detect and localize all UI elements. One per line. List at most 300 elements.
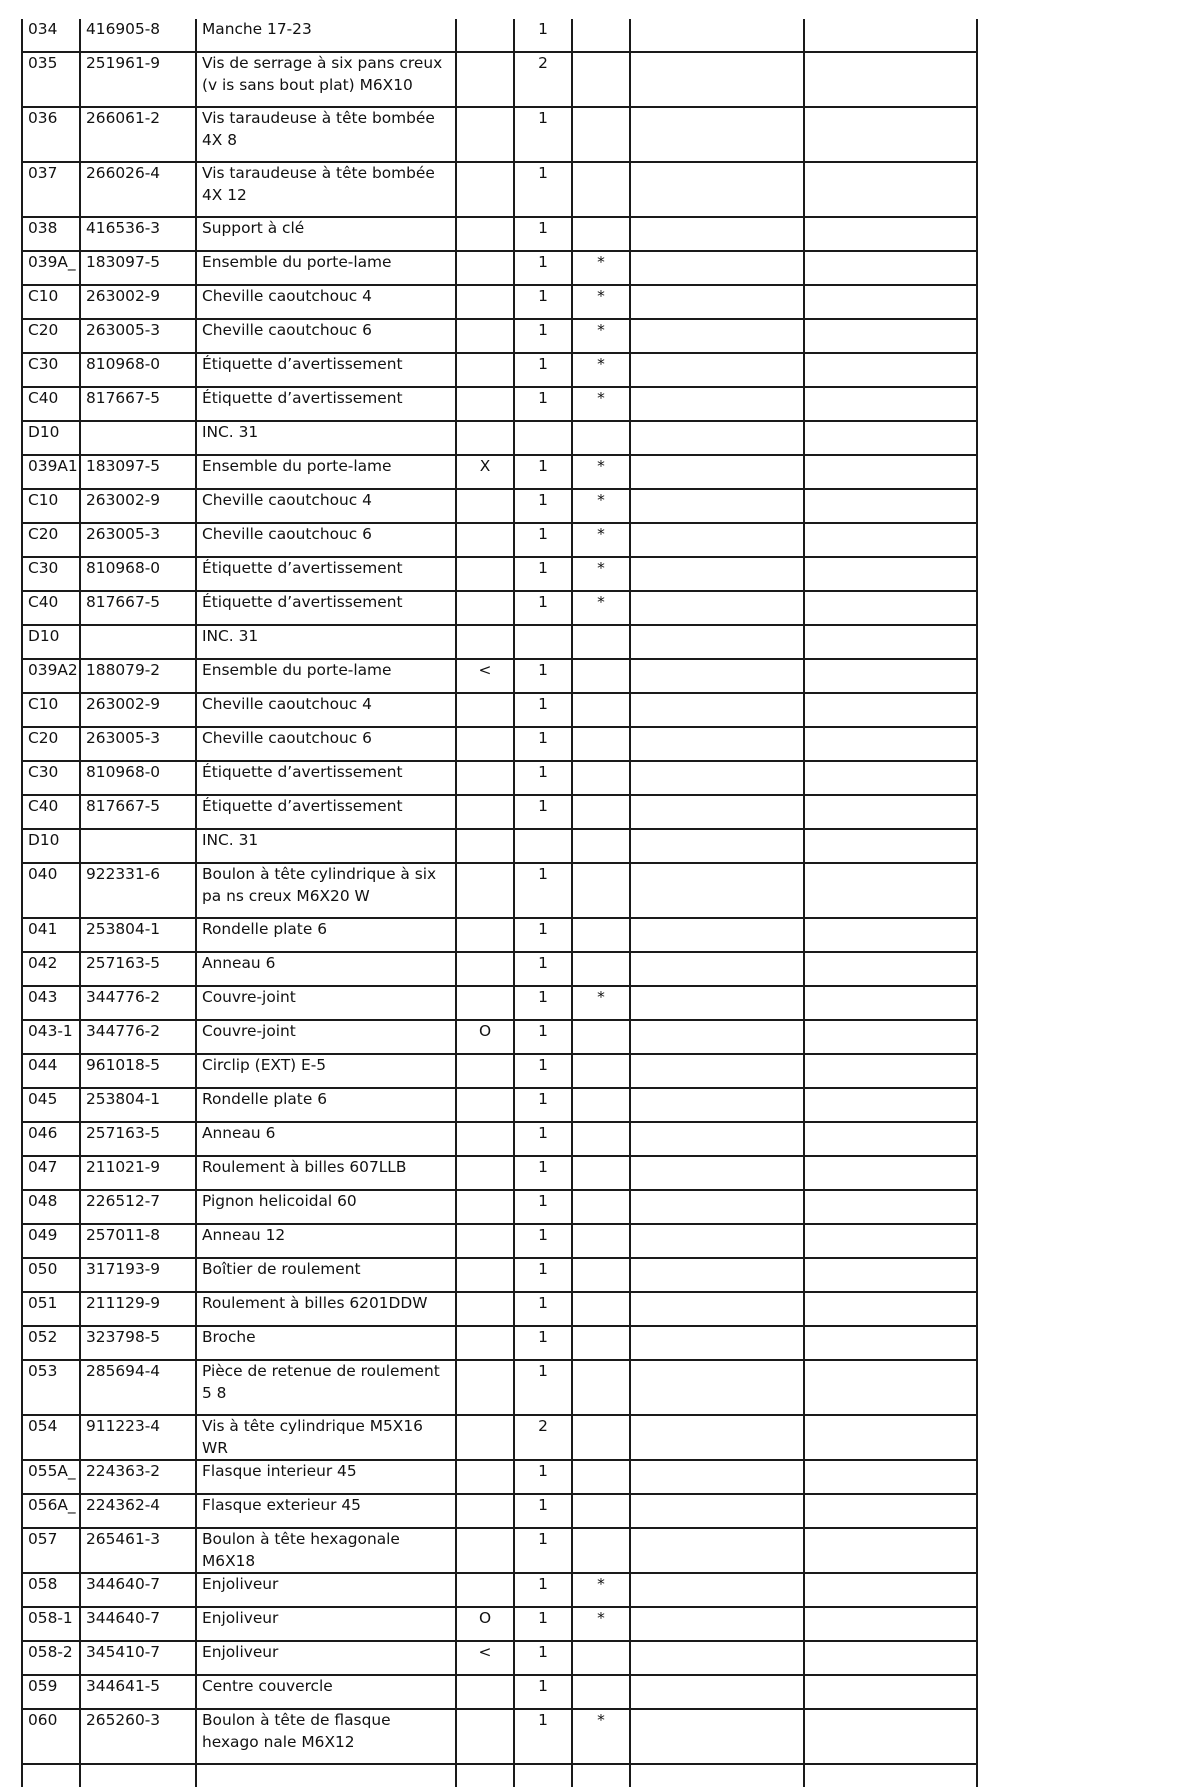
- item-number-cell: 054: [22, 1415, 80, 1460]
- empty-cell: [196, 1764, 456, 1787]
- model-flag-cell: [456, 489, 514, 523]
- note-mark-cell: [572, 1641, 630, 1675]
- note-mark-cell: [572, 1460, 630, 1494]
- item-number-cell: 041: [22, 918, 80, 952]
- blank-column-1-cell: [630, 591, 804, 625]
- blank-column-2-cell: [804, 19, 977, 52]
- part-number-cell: 317193-9: [80, 1258, 196, 1292]
- note-mark-cell: [572, 52, 630, 107]
- quantity-cell: 1: [514, 1360, 572, 1415]
- blank-column-2-cell: [804, 1460, 977, 1494]
- blank-column-2-cell: [804, 1054, 977, 1088]
- blank-column-1-cell: [630, 795, 804, 829]
- description-cell: Roulement à billes 607LLB: [196, 1156, 456, 1190]
- item-number-cell: 057: [22, 1528, 80, 1573]
- blank-column-1-cell: [630, 952, 804, 986]
- blank-column-1-cell: [630, 217, 804, 251]
- model-flag-cell: [456, 285, 514, 319]
- description-cell: Vis de serrage à six pans creux (v is sans bout plat) M6X10: [196, 52, 456, 107]
- blank-column-1-cell: [630, 1607, 804, 1641]
- table-row: [22, 1054, 977, 1088]
- note-mark-cell: [572, 727, 630, 761]
- blank-column-2-cell: [804, 761, 977, 795]
- item-number-cell: D10: [22, 421, 80, 455]
- description-cell: Enjoliveur: [196, 1573, 456, 1607]
- description-cell: Anneau 6: [196, 1122, 456, 1156]
- item-number-cell: 040: [22, 863, 80, 918]
- empty-cell: [456, 1764, 514, 1787]
- part-number-cell: 211129-9: [80, 1292, 196, 1326]
- part-number-cell: 344641-5: [80, 1675, 196, 1709]
- quantity-cell: 1: [514, 591, 572, 625]
- blank-column-2-cell: [804, 625, 977, 659]
- empty-cell: [22, 1764, 80, 1787]
- item-number-cell: 049: [22, 1224, 80, 1258]
- blank-column-2-cell: [804, 107, 977, 162]
- blank-column-2-cell: [804, 319, 977, 353]
- description-cell: Étiquette d’avertissement: [196, 557, 456, 591]
- part-number-cell: 344776-2: [80, 1020, 196, 1054]
- table-row: [22, 1258, 977, 1292]
- note-mark-cell: [572, 1326, 630, 1360]
- model-flag-cell: [456, 107, 514, 162]
- part-number-cell: 810968-0: [80, 557, 196, 591]
- table-row: [22, 52, 977, 107]
- part-number-cell: 251961-9: [80, 52, 196, 107]
- blank-column-1-cell: [630, 107, 804, 162]
- table-row: [22, 1292, 977, 1326]
- note-mark-cell: [572, 19, 630, 52]
- table-row: [22, 523, 977, 557]
- part-number-cell: 257163-5: [80, 1122, 196, 1156]
- description-cell: Boîtier de roulement: [196, 1258, 456, 1292]
- quantity-cell: 1: [514, 693, 572, 727]
- note-mark-cell: *: [572, 489, 630, 523]
- note-mark-cell: *: [572, 523, 630, 557]
- blank-column-1-cell: [630, 1292, 804, 1326]
- table-row: [22, 1573, 977, 1607]
- model-flag-cell: [456, 829, 514, 863]
- note-mark-cell: [572, 625, 630, 659]
- table-row: [22, 1190, 977, 1224]
- note-mark-cell: *: [572, 1573, 630, 1607]
- blank-column-2-cell: [804, 523, 977, 557]
- description-cell: Pignon helicoidal 60: [196, 1190, 456, 1224]
- model-flag-cell: [456, 1190, 514, 1224]
- note-mark-cell: *: [572, 319, 630, 353]
- blank-column-1-cell: [630, 693, 804, 727]
- table-row: [22, 693, 977, 727]
- note-mark-cell: *: [572, 455, 630, 489]
- item-number-cell: C10: [22, 285, 80, 319]
- blank-column-2-cell: [804, 217, 977, 251]
- part-number-cell: 416536-3: [80, 217, 196, 251]
- quantity-cell: 1: [514, 1054, 572, 1088]
- model-flag-cell: <: [456, 1641, 514, 1675]
- blank-column-2-cell: [804, 1190, 977, 1224]
- part-number-cell: 263002-9: [80, 693, 196, 727]
- blank-column-2-cell: [804, 557, 977, 591]
- blank-column-2-cell: [804, 285, 977, 319]
- quantity-cell: 1: [514, 1088, 572, 1122]
- quantity-cell: 1: [514, 1156, 572, 1190]
- quantity-cell: 1: [514, 1494, 572, 1528]
- blank-column-2-cell: [804, 162, 977, 217]
- description-cell: Étiquette d’avertissement: [196, 591, 456, 625]
- description-cell: Cheville caoutchouc 4: [196, 489, 456, 523]
- blank-column-2-cell: [804, 727, 977, 761]
- item-number-cell: 058-1: [22, 1607, 80, 1641]
- part-number-cell: 810968-0: [80, 353, 196, 387]
- table-row: [22, 625, 977, 659]
- part-number-cell: 263002-9: [80, 489, 196, 523]
- quantity-cell: [514, 829, 572, 863]
- note-mark-cell: [572, 659, 630, 693]
- item-number-cell: 059: [22, 1675, 80, 1709]
- blank-column-1-cell: [630, 761, 804, 795]
- blank-column-2-cell: [804, 1020, 977, 1054]
- model-flag-cell: [456, 952, 514, 986]
- note-mark-cell: [572, 1190, 630, 1224]
- note-mark-cell: [572, 795, 630, 829]
- part-number-cell: 183097-5: [80, 251, 196, 285]
- model-flag-cell: [456, 1528, 514, 1573]
- parts-table-body: [22, 19, 977, 1787]
- model-flag-cell: [456, 353, 514, 387]
- model-flag-cell: [456, 387, 514, 421]
- model-flag-cell: [456, 1460, 514, 1494]
- item-number-cell: 058-2: [22, 1641, 80, 1675]
- part-number-cell: [80, 421, 196, 455]
- model-flag-cell: [456, 863, 514, 918]
- quantity-cell: 1: [514, 387, 572, 421]
- quantity-cell: 1: [514, 319, 572, 353]
- description-cell: INC. 31: [196, 829, 456, 863]
- description-cell: INC. 31: [196, 421, 456, 455]
- model-flag-cell: [456, 795, 514, 829]
- blank-column-1-cell: [630, 1122, 804, 1156]
- part-number-cell: 226512-7: [80, 1190, 196, 1224]
- quantity-cell: 1: [514, 1675, 572, 1709]
- item-number-cell: 037: [22, 162, 80, 217]
- part-number-cell: 285694-4: [80, 1360, 196, 1415]
- model-flag-cell: [456, 727, 514, 761]
- part-number-cell: 817667-5: [80, 591, 196, 625]
- table-row: [22, 217, 977, 251]
- table-row: [22, 1088, 977, 1122]
- part-number-cell: 265260-3: [80, 1709, 196, 1764]
- note-mark-cell: *: [572, 986, 630, 1020]
- note-mark-cell: [572, 1122, 630, 1156]
- quantity-cell: 2: [514, 52, 572, 107]
- quantity-cell: 1: [514, 795, 572, 829]
- item-number-cell: 051: [22, 1292, 80, 1326]
- quantity-cell: 1: [514, 659, 572, 693]
- description-cell: Vis taraudeuse à tête bombée 4X 12: [196, 162, 456, 217]
- note-mark-cell: *: [572, 285, 630, 319]
- part-number-cell: 266026-4: [80, 162, 196, 217]
- table-row: [22, 1675, 977, 1709]
- parts-list-table: [21, 19, 978, 1787]
- table-row: [22, 1156, 977, 1190]
- table-row: [22, 829, 977, 863]
- model-flag-cell: [456, 1122, 514, 1156]
- model-flag-cell: [456, 1675, 514, 1709]
- table-row: [22, 591, 977, 625]
- blank-column-1-cell: [630, 162, 804, 217]
- part-number-cell: 344640-7: [80, 1573, 196, 1607]
- model-flag-cell: [456, 591, 514, 625]
- description-cell: Boulon à tête de flasque hexago nale M6X12: [196, 1709, 456, 1764]
- description-cell: Cheville caoutchouc 6: [196, 523, 456, 557]
- table-row: [22, 986, 977, 1020]
- note-mark-cell: *: [572, 557, 630, 591]
- table-row: [22, 1415, 977, 1460]
- item-number-cell: 048: [22, 1190, 80, 1224]
- item-number-cell: 060: [22, 1709, 80, 1764]
- description-cell: Anneau 12: [196, 1224, 456, 1258]
- blank-column-2-cell: [804, 591, 977, 625]
- note-mark-cell: [572, 1415, 630, 1460]
- quantity-cell: 1: [514, 557, 572, 591]
- quantity-cell: 2: [514, 1415, 572, 1460]
- table-row: [22, 952, 977, 986]
- item-number-cell: 034: [22, 19, 80, 52]
- description-cell: Circlip (EXT) E-5: [196, 1054, 456, 1088]
- part-number-cell: 810968-0: [80, 761, 196, 795]
- quantity-cell: 1: [514, 952, 572, 986]
- note-mark-cell: *: [572, 387, 630, 421]
- quantity-cell: 1: [514, 353, 572, 387]
- model-flag-cell: [456, 319, 514, 353]
- blank-column-2-cell: [804, 1641, 977, 1675]
- part-number-cell: 183097-5: [80, 455, 196, 489]
- description-cell: Flasque exterieur 45: [196, 1494, 456, 1528]
- blank-column-2-cell: [804, 1292, 977, 1326]
- blank-column-2-cell: [804, 693, 977, 727]
- note-mark-cell: *: [572, 1709, 630, 1764]
- blank-column-2-cell: [804, 421, 977, 455]
- blank-column-1-cell: [630, 1224, 804, 1258]
- quantity-cell: 1: [514, 107, 572, 162]
- blank-column-2-cell: [804, 1326, 977, 1360]
- part-number-cell: 224363-2: [80, 1460, 196, 1494]
- description-cell: Rondelle plate 6: [196, 918, 456, 952]
- part-number-cell: 263005-3: [80, 319, 196, 353]
- empty-cell: [630, 1764, 804, 1787]
- item-number-cell: 043-1: [22, 1020, 80, 1054]
- model-flag-cell: [456, 1709, 514, 1764]
- blank-column-1-cell: [630, 1190, 804, 1224]
- quantity-cell: 1: [514, 489, 572, 523]
- blank-column-1-cell: [630, 285, 804, 319]
- part-number-cell: 416905-8: [80, 19, 196, 52]
- part-number-cell: 345410-7: [80, 1641, 196, 1675]
- blank-column-1-cell: [630, 557, 804, 591]
- item-number-cell: 055A_: [22, 1460, 80, 1494]
- blank-column-1-cell: [630, 1573, 804, 1607]
- model-flag-cell: [456, 1054, 514, 1088]
- description-cell: Ensemble du porte-lame: [196, 659, 456, 693]
- model-flag-cell: [456, 251, 514, 285]
- description-cell: Étiquette d’avertissement: [196, 353, 456, 387]
- blank-column-1-cell: [630, 1360, 804, 1415]
- blank-column-1-cell: [630, 1054, 804, 1088]
- blank-column-2-cell: [804, 795, 977, 829]
- quantity-cell: [514, 625, 572, 659]
- item-number-cell: 043: [22, 986, 80, 1020]
- item-number-cell: 047: [22, 1156, 80, 1190]
- part-number-cell: 253804-1: [80, 1088, 196, 1122]
- model-flag-cell: [456, 1360, 514, 1415]
- model-flag-cell: O: [456, 1607, 514, 1641]
- note-mark-cell: [572, 1020, 630, 1054]
- quantity-cell: 1: [514, 1460, 572, 1494]
- item-number-cell: C20: [22, 523, 80, 557]
- model-flag-cell: [456, 162, 514, 217]
- description-cell: Couvre-joint: [196, 1020, 456, 1054]
- model-flag-cell: [456, 693, 514, 727]
- table-row: [22, 795, 977, 829]
- model-flag-cell: [456, 421, 514, 455]
- item-number-cell: C40: [22, 795, 80, 829]
- model-flag-cell: [456, 1494, 514, 1528]
- description-cell: Couvre-joint: [196, 986, 456, 1020]
- note-mark-cell: [572, 1528, 630, 1573]
- note-mark-cell: [572, 1156, 630, 1190]
- item-number-cell: D10: [22, 829, 80, 863]
- part-number-cell: 263005-3: [80, 727, 196, 761]
- description-cell: Cheville caoutchouc 4: [196, 693, 456, 727]
- item-number-cell: C30: [22, 353, 80, 387]
- table-row: [22, 1122, 977, 1156]
- note-mark-cell: [572, 761, 630, 795]
- item-number-cell: D10: [22, 625, 80, 659]
- description-cell: Cheville caoutchouc 4: [196, 285, 456, 319]
- item-number-cell: C40: [22, 591, 80, 625]
- quantity-cell: 1: [514, 918, 572, 952]
- description-cell: Flasque interieur 45: [196, 1460, 456, 1494]
- blank-column-2-cell: [804, 1122, 977, 1156]
- note-mark-cell: [572, 421, 630, 455]
- quantity-cell: 1: [514, 19, 572, 52]
- description-cell: Vis taraudeuse à tête bombée 4X 8: [196, 107, 456, 162]
- part-number-cell: 266061-2: [80, 107, 196, 162]
- blank-column-1-cell: [630, 659, 804, 693]
- item-number-cell: 056A_: [22, 1494, 80, 1528]
- item-number-cell: C10: [22, 693, 80, 727]
- blank-column-2-cell: [804, 829, 977, 863]
- empty-cell: [804, 1764, 977, 1787]
- blank-column-1-cell: [630, 1675, 804, 1709]
- blank-column-1-cell: [630, 1020, 804, 1054]
- table-row: [22, 659, 977, 693]
- item-number-cell: 053: [22, 1360, 80, 1415]
- item-number-cell: 039A_: [22, 251, 80, 285]
- table-row: [22, 285, 977, 319]
- model-flag-cell: [456, 1573, 514, 1607]
- table-row: [22, 1224, 977, 1258]
- quantity-cell: 1: [514, 1573, 572, 1607]
- description-cell: Ensemble du porte-lame: [196, 455, 456, 489]
- table-row: [22, 162, 977, 217]
- table-row: [22, 353, 977, 387]
- table-row: [22, 1326, 977, 1360]
- blank-column-2-cell: [804, 251, 977, 285]
- model-flag-cell: <: [456, 659, 514, 693]
- blank-column-2-cell: [804, 986, 977, 1020]
- description-cell: Étiquette d’avertissement: [196, 387, 456, 421]
- table-row: [22, 107, 977, 162]
- blank-column-1-cell: [630, 1709, 804, 1764]
- blank-column-1-cell: [630, 918, 804, 952]
- model-flag-cell: [456, 217, 514, 251]
- blank-column-1-cell: [630, 251, 804, 285]
- blank-column-2-cell: [804, 387, 977, 421]
- part-number-cell: 253804-1: [80, 918, 196, 952]
- table-row: [22, 761, 977, 795]
- blank-column-1-cell: [630, 387, 804, 421]
- blank-column-1-cell: [630, 1258, 804, 1292]
- model-flag-cell: [456, 1224, 514, 1258]
- table-row: [22, 489, 977, 523]
- quantity-cell: 1: [514, 863, 572, 918]
- blank-column-2-cell: [804, 1709, 977, 1764]
- blank-column-2-cell: [804, 1528, 977, 1573]
- quantity-cell: 1: [514, 727, 572, 761]
- description-cell: Rondelle plate 6: [196, 1088, 456, 1122]
- blank-column-1-cell: [630, 523, 804, 557]
- table-row: [22, 1020, 977, 1054]
- part-number-cell: 911223-4: [80, 1415, 196, 1460]
- description-cell: Boulon à tête hexagonale M6X18: [196, 1528, 456, 1573]
- item-number-cell: 050: [22, 1258, 80, 1292]
- part-number-cell: 344776-2: [80, 986, 196, 1020]
- table-row: [22, 727, 977, 761]
- note-mark-cell: [572, 162, 630, 217]
- note-mark-cell: [572, 1258, 630, 1292]
- blank-column-1-cell: [630, 489, 804, 523]
- description-cell: Ensemble du porte-lame: [196, 251, 456, 285]
- part-number-cell: 265461-3: [80, 1528, 196, 1573]
- part-number-cell: 257011-8: [80, 1224, 196, 1258]
- table-row: [22, 1641, 977, 1675]
- blank-column-1-cell: [630, 1326, 804, 1360]
- item-number-cell: 044: [22, 1054, 80, 1088]
- table-row: [22, 1528, 977, 1573]
- note-mark-cell: [572, 1054, 630, 1088]
- model-flag-cell: [456, 19, 514, 52]
- model-flag-cell: [456, 1156, 514, 1190]
- blank-column-1-cell: [630, 1528, 804, 1573]
- model-flag-cell: [456, 523, 514, 557]
- model-flag-cell: [456, 1326, 514, 1360]
- model-flag-cell: [456, 986, 514, 1020]
- part-number-cell: 224362-4: [80, 1494, 196, 1528]
- blank-column-1-cell: [630, 52, 804, 107]
- quantity-cell: 1: [514, 1122, 572, 1156]
- item-number-cell: C30: [22, 761, 80, 795]
- note-mark-cell: *: [572, 1607, 630, 1641]
- description-cell: Vis à tête cylindrique M5X16 WR: [196, 1415, 456, 1460]
- item-number-cell: 045: [22, 1088, 80, 1122]
- part-number-cell: 211021-9: [80, 1156, 196, 1190]
- part-number-cell: 263002-9: [80, 285, 196, 319]
- item-number-cell: 036: [22, 107, 80, 162]
- quantity-cell: 1: [514, 1709, 572, 1764]
- note-mark-cell: [572, 1088, 630, 1122]
- description-cell: Support à clé: [196, 217, 456, 251]
